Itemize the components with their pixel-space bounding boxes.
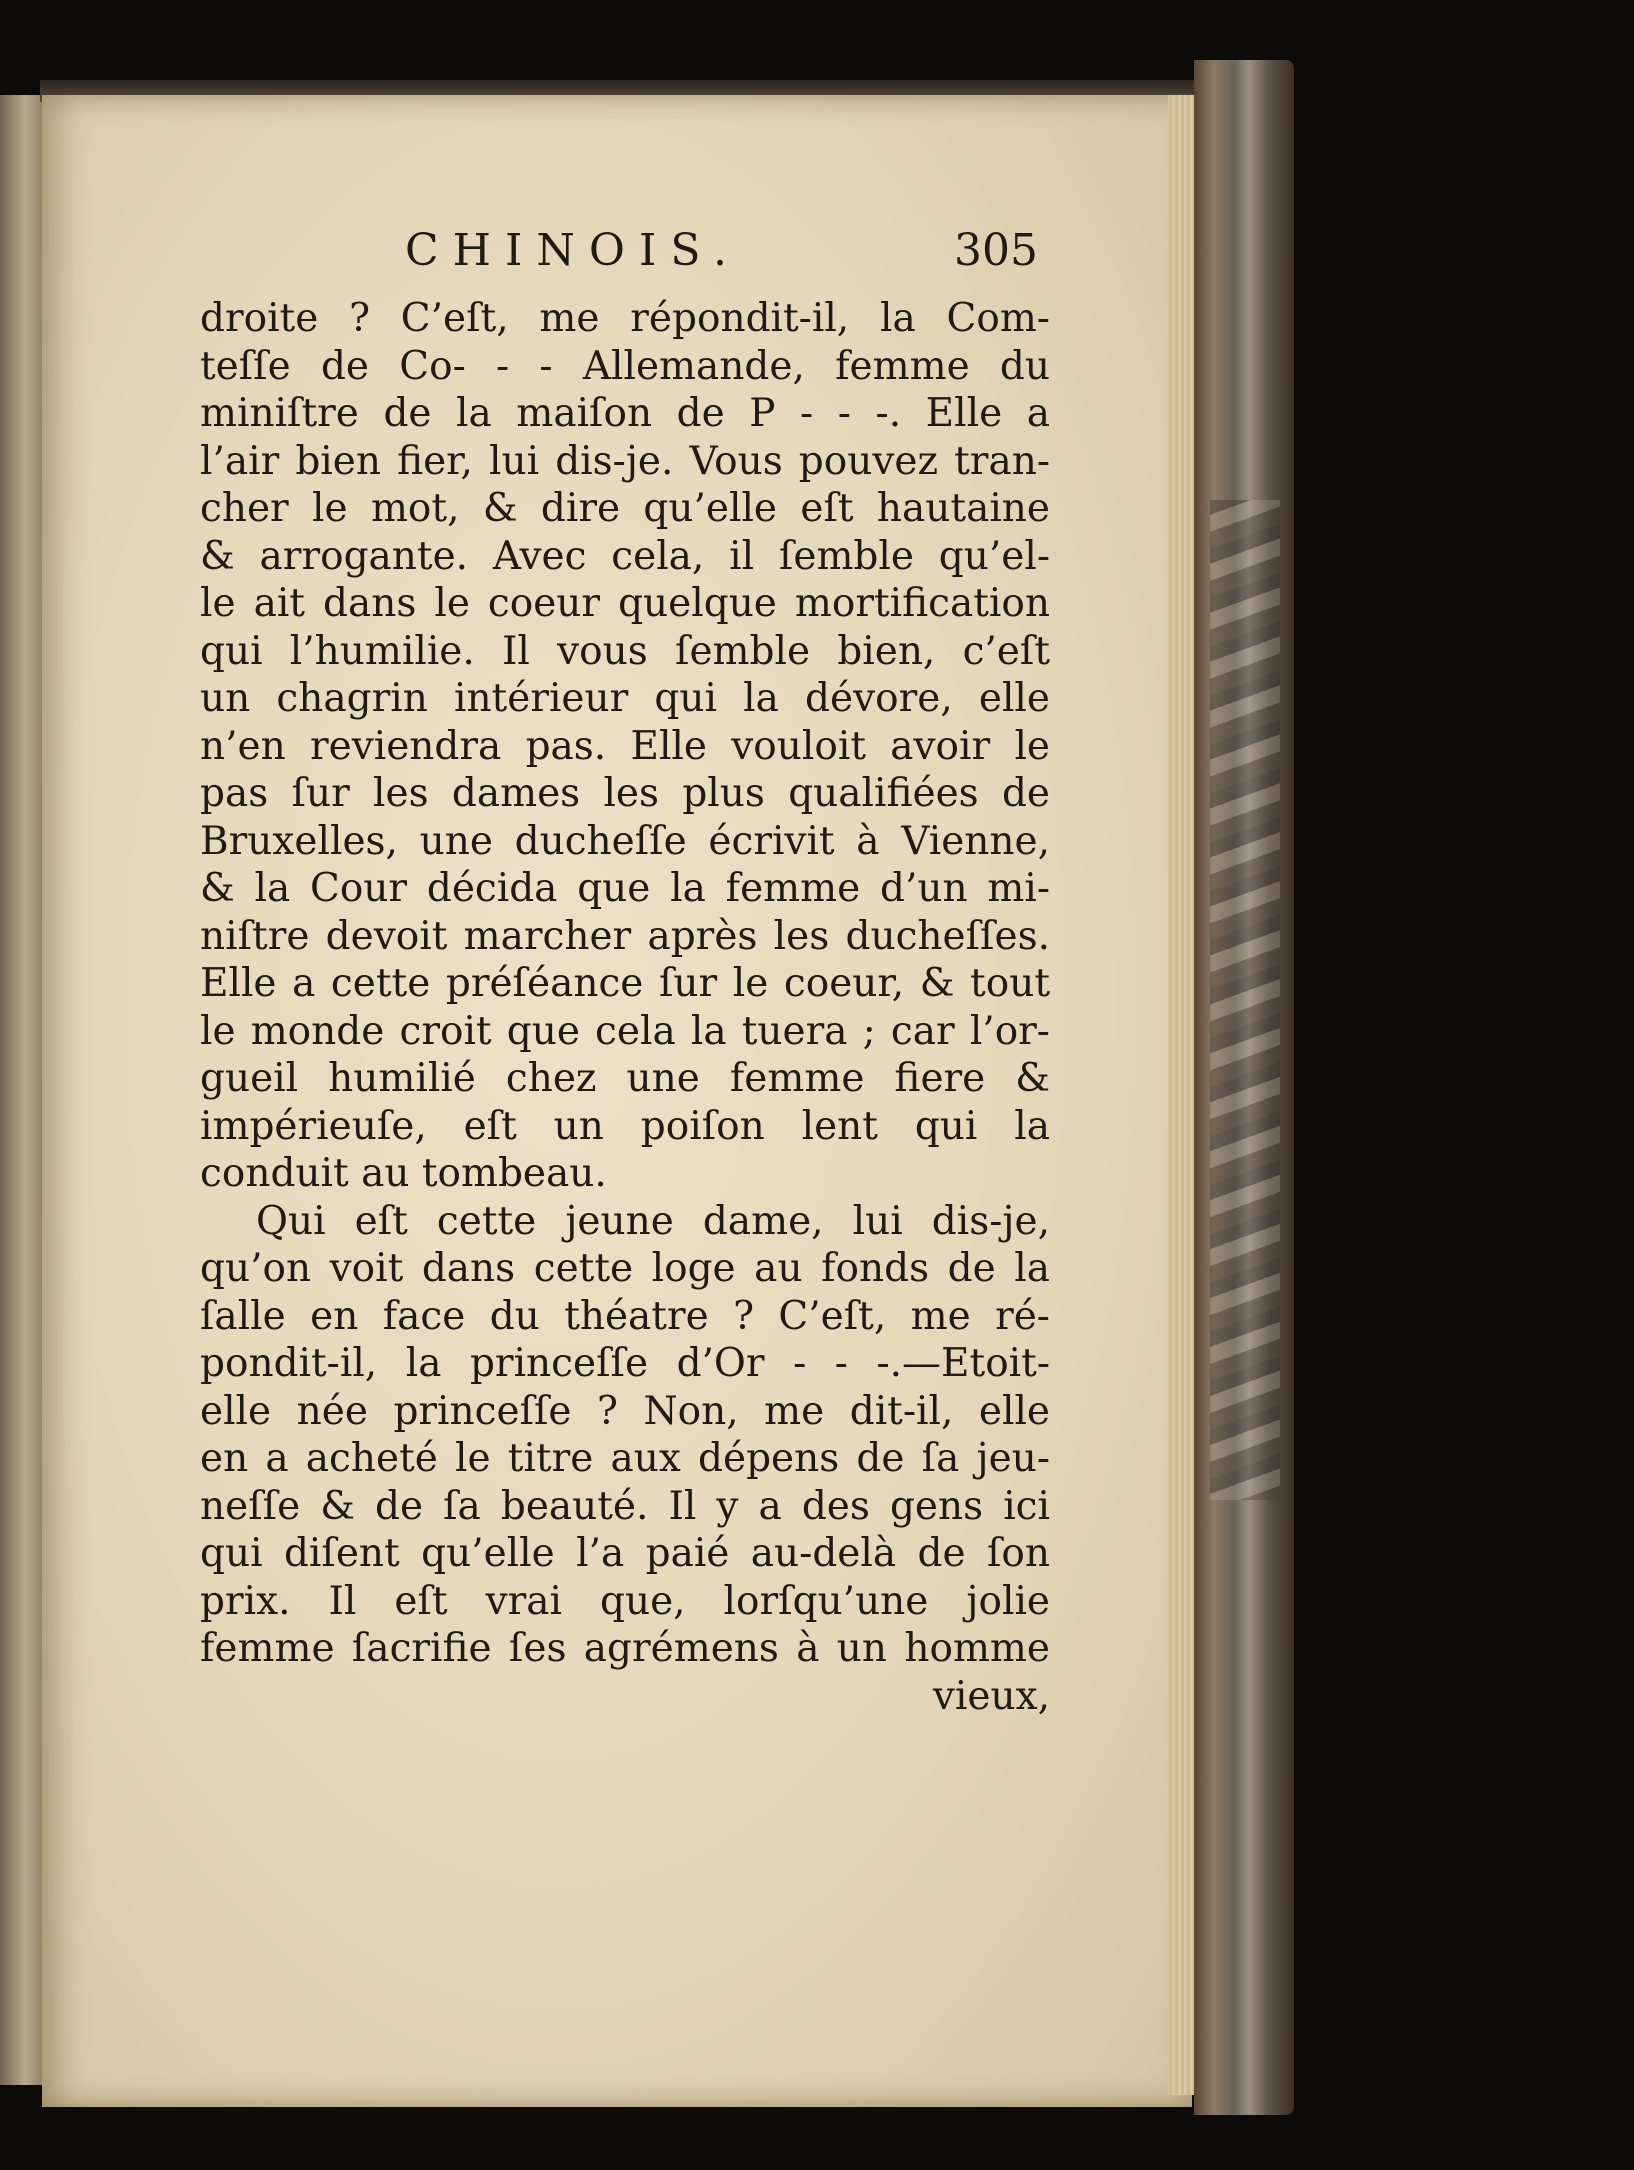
text-line: qui l’humilie. Il vous ſemble bien, c’eſt <box>200 628 1050 674</box>
page-number: 305 <box>954 225 1038 276</box>
catchword: vieux, <box>932 1673 1050 1719</box>
text-line: elle née princeſſe ? Non, me dit-il, elle <box>200 1388 1050 1434</box>
text-line: miniſtre de la maiſon de P - - -. Elle a <box>200 391 1050 436</box>
text-line: qu’on voit dans cette loge au fonds de la <box>200 1246 1050 1291</box>
page-text-block <box>200 225 1050 1720</box>
text-line: teſſe de Co- - - Allemande, femme du <box>200 343 1050 389</box>
text-line: en a acheté le titre aux dépens de ſa jeu- <box>200 1436 1050 1481</box>
text-line: un chagrin intérieur qui la dévore, elle <box>200 676 1050 721</box>
text-line-paragraph-end: conduit au tombeau. <box>200 1151 607 1196</box>
text-line: Elle a cette préſéance ſur le coeur, & tout <box>200 961 1050 1006</box>
text-line: le monde croit que cela la tuera ; car l’or- <box>200 1008 1050 1054</box>
text-line: droite ? C’eſt, me répondit-il, la Com- <box>200 296 1050 341</box>
page-stack-edge <box>1168 95 1196 2095</box>
text-line: impérieuſe, eſt un poiſon lent qui la <box>200 1103 1050 1149</box>
text-line: gueil humilié chez une femme fiere & <box>200 1056 1050 1101</box>
text-line: neſſe & de ſa beauté. Il y a des gens ici <box>200 1483 1050 1529</box>
text-line: prix. Il eſt vrai que, lorſqu’une jolie <box>200 1578 1050 1624</box>
running-head-title: CHINOIS. <box>405 225 741 276</box>
text-line: & arrogante. Avec cela, il ſemble qu’el- <box>200 533 1050 579</box>
text-line: femme ſacrifie ſes agrémens à un homme <box>200 1626 1050 1671</box>
text-line: pas ſur les dames les plus qualifiées de <box>200 771 1050 816</box>
text-line: & la Cour décida que la femme d’un mi- <box>200 866 1050 911</box>
text-line: niſtre devoit marcher après les ducheſſes. <box>200 913 1050 959</box>
marbled-board <box>1210 500 1280 1500</box>
text-line: ſalle en face du théatre ? C’eſt, me ré- <box>200 1293 1050 1339</box>
text-line: l’air bien fier, lui dis-je. Vous pouvez tran- <box>200 438 1050 484</box>
facing-page-edge <box>0 95 45 2085</box>
text-line: qui diſent qu’elle l’a paié au-delà de ſon <box>200 1531 1050 1576</box>
running-head <box>200 225 1050 295</box>
text-line: le ait dans le coeur quelque mortification <box>200 581 1050 626</box>
text-line: Bruxelles, une ducheſſe écrivit à Vienne, <box>200 818 1050 864</box>
text-line-paragraph-start: Qui eſt cette jeune dame, lui dis-je, <box>256 1198 1050 1244</box>
text-line: n’en reviendra pas. Elle vouloit avoir le <box>200 723 1050 769</box>
text-line: cher le mot, & dire qu’elle eſt hautaine <box>200 486 1050 531</box>
text-line: pondit-il, la princeſſe d’Or - - -.—Etoit- <box>200 1341 1050 1386</box>
